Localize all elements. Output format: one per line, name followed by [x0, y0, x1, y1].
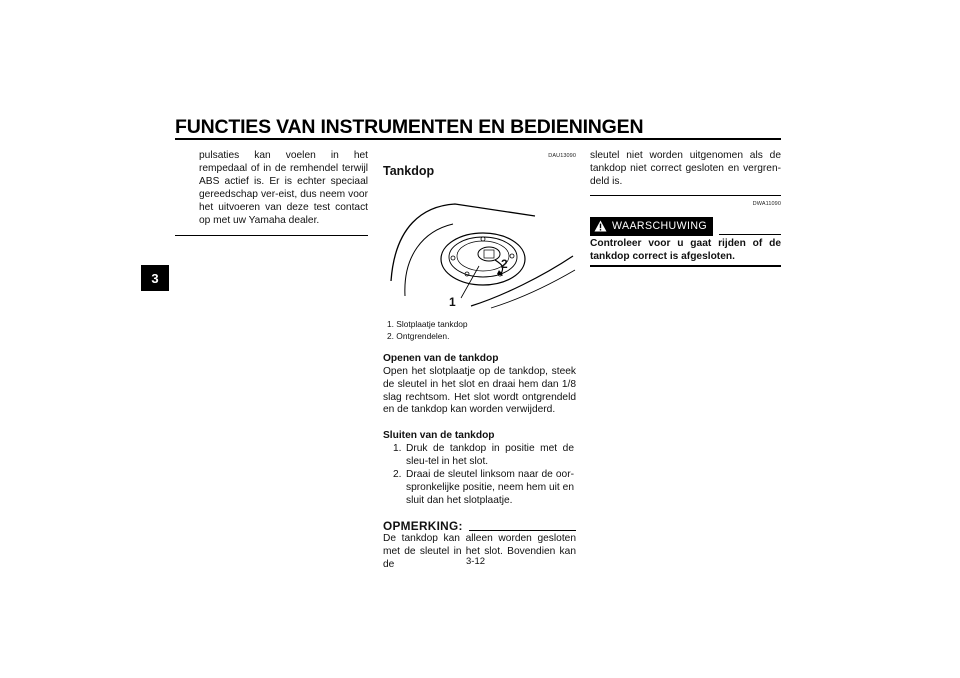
- warning-label: WAARSCHUWING: [612, 219, 708, 232]
- step-number: 1.: [393, 443, 402, 455]
- note-paragraph: De tankdop kan alleen worden gesloten met de sleutel in het slot. Bovendien kan de: [383, 532, 576, 570]
- page-number: 3-12: [466, 556, 486, 567]
- page-header-title: FUNCTIES VAN INSTRUMENTEN EN BEDIENINGEN: [175, 116, 644, 138]
- note-rule: [469, 530, 576, 531]
- figure-label-2: 2: [501, 256, 508, 271]
- fuel-cap-figure: [383, 186, 576, 316]
- opening-paragraph: Open het slotplaatje op de tankdop, steek de sleutel in het slot en draai hem dan 1/8 slag rechtsom. Het slot wordt ontgrendeld en de tankdop kan worden verwijderd.: [383, 365, 576, 416]
- closing-step: [383, 443, 576, 469]
- caption-2: 2. Ontgrendelen.: [387, 330, 450, 341]
- fuel-tank-illustration: [383, 186, 576, 316]
- note-continued-paragraph: sleutel niet worden uitgenomen als de tankdop niet correct gesloten en vergren-deld is.: [590, 150, 781, 187]
- warning-badge: [590, 217, 713, 236]
- figure-captions: [383, 318, 576, 342]
- warning-triangle-icon: [594, 220, 607, 232]
- closing-steps: [383, 443, 576, 508]
- column-2: [383, 150, 576, 571]
- warning-code: DWA11090: [752, 200, 781, 207]
- step-text: Druk de tankdop in positie met de sleu-tel in het slot.: [406, 443, 574, 468]
- note-heading-row: [383, 520, 576, 533]
- note-label: OPMERKING:: [383, 518, 463, 533]
- abs-continued-paragraph: pulsaties kan voelen in het rempedaal of in de remhendel terwijl ABS actief is. Er is echter speciaal gereedschap ver-eist, dus neem voor het uitvoeren van deze test contact op met uw Yamaha dealer.: [199, 150, 368, 226]
- figure-label-1: 1: [449, 294, 456, 309]
- warning-text: Controleer voor u gaat rijden of de tankdop correct is afgesloten.: [590, 237, 781, 262]
- closing-heading: Sluiten van de tankdop: [383, 430, 495, 442]
- step-number: 2.: [393, 469, 402, 481]
- warning-rule: [719, 234, 781, 235]
- chapter-tab: 3: [141, 265, 169, 291]
- note-end-rule: [590, 195, 781, 196]
- warning-end-rule: [590, 265, 781, 267]
- step-text: Draai de sleutel linksom naar de oor-spronkelijke positie, neem hem uit en sluit dan het slotplaatje.: [406, 469, 574, 506]
- header-rule: [175, 138, 781, 140]
- column-1-end-rule: [175, 235, 368, 236]
- warning-heading-row: [590, 217, 781, 236]
- opening-heading: Openen van de tankdop: [383, 352, 499, 364]
- section-code: DAU13090: [548, 153, 576, 159]
- column-3: [590, 150, 781, 267]
- column-1: [199, 150, 368, 236]
- caption-1: 1. Slotplaatje tankdop: [387, 318, 468, 329]
- section-title: Tankdop: [383, 163, 435, 178]
- closing-step: [383, 469, 576, 508]
